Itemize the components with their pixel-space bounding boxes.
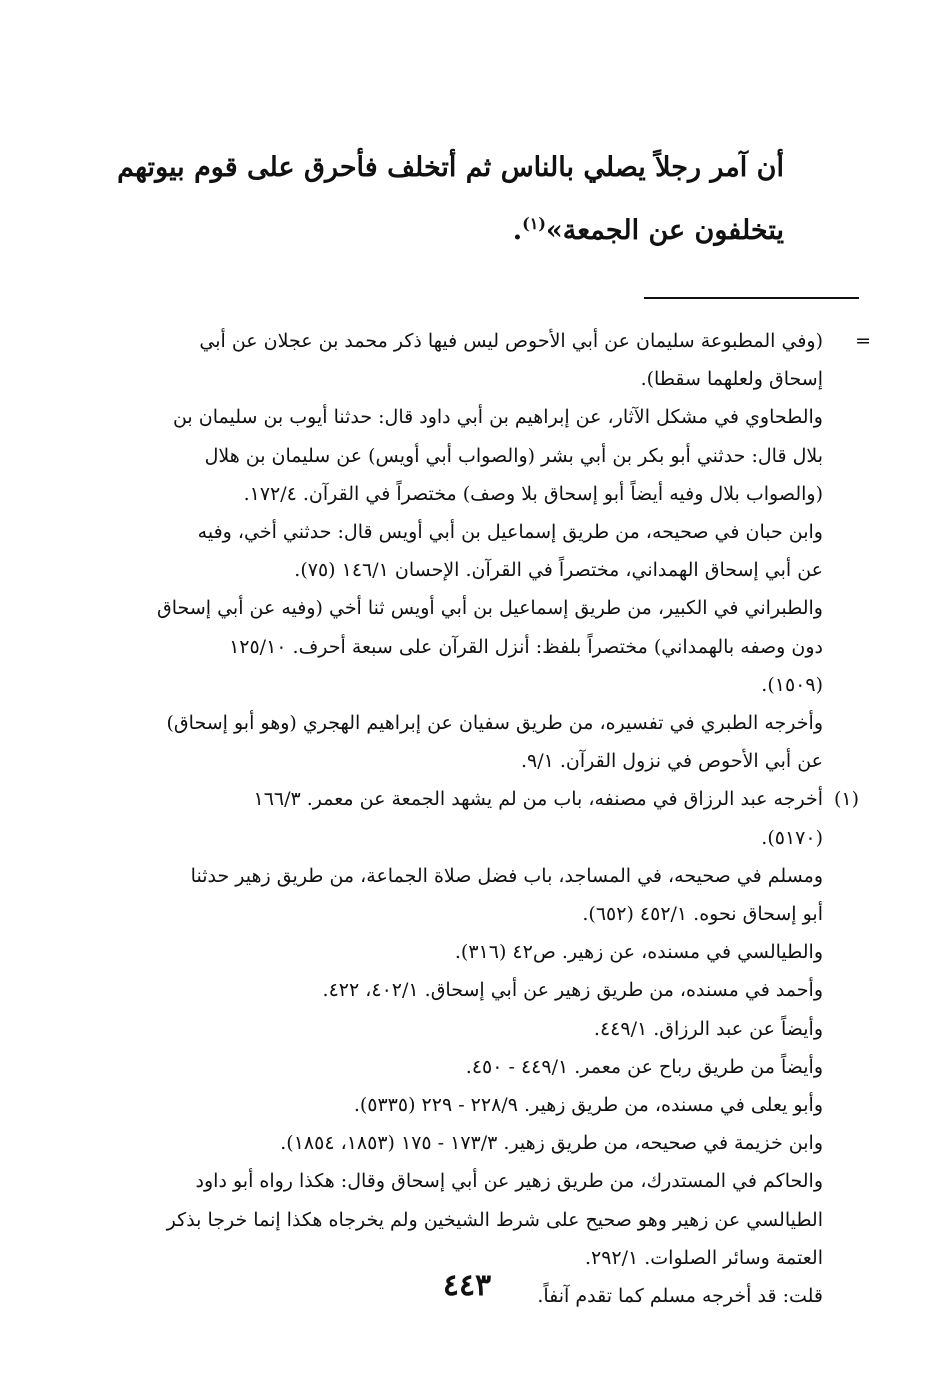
- footnote-line: وأيضاً من طريق رباح عن معمر. ٤٤٩/١ - ٤٥٠.: [465, 1055, 823, 1078]
- footnote-line: والطيالسي في مسنده، عن زهير. ص٤٢ (٣١٦).: [454, 941, 823, 964]
- main-text-line-2: يتخلفون عن الجمعة»: [545, 215, 784, 246]
- footnotes-block: [157, 322, 871, 1315]
- footnote-line: وأخرجه الطبري في تفسيره، من طريق سفيان عن إبراهيم الهجري (وهو أبو إسحاق): [166, 712, 823, 735]
- footnote-line: (٥١٧٠).: [761, 826, 823, 849]
- footnote-line: والطحاوي في مشكل الآثار، عن إبراهيم بن أبي داود قال: حدثنا أيوب بن سليمان بن: [172, 406, 823, 429]
- footnote-line: بلال قال: حدثني أبو بكر بن أبي بشر (والصواب أبي أويس) عن سليمان بن هلال: [204, 444, 823, 467]
- footnote-text: (وفي المطبوعة سليمان عن أبي الأحوص ليس فيها ذكر محمد بن عجلان عن أبي: [199, 330, 823, 352]
- continuation-marker: =: [855, 330, 871, 352]
- footnote-reference: (١): [522, 214, 546, 233]
- footnote-line: وأحمد في مسنده، من طريق زهير عن أبي إسحاق. ٤٠٢/١، ٤٢٢.: [322, 979, 823, 1002]
- footnote-line: [159, 322, 871, 360]
- footnote-line: وابن حبان في صحيحه، من طريق إسماعيل بن أبي أويس قال: حدثني أخي، وفيه: [197, 521, 823, 544]
- page-number: ٤٤٣: [442, 1268, 492, 1303]
- footnote-line: إسحاق ولعلهما سقطا).: [640, 368, 823, 391]
- footnote-line: أبو إسحاق نحوه. ٤٥٢/١ (٦٥٢).: [582, 903, 823, 926]
- footnote-line: [159, 780, 859, 818]
- footnote-line: والطبراني في الكبير، من طريق إسماعيل بن أبي أويس ثنا أخي (وفيه عن أبي إسحاق: [157, 597, 823, 620]
- footnote-line: عن أبي إسحاق الهمداني، مختصراً في القرآن. الإحسان ١٤٦/١ (٧٥).: [294, 559, 823, 582]
- main-text-line: [144, 196, 784, 259]
- main-text-block: [117, 140, 784, 259]
- footnote-line: قلت: قد أخرجه مسلم كما تقدم آنفاً.: [537, 1285, 823, 1308]
- footnote-line: (والصواب بلال وفيه أيضاً أبو إسحاق بلا وصف) مختصراً في القرآن. ١٧٢/٤.: [243, 482, 823, 505]
- footnote-line: وأبو يعلى في مسنده، من طريق زهير. ٢٢٨/٩ - ٢٢٩ (٥٣٣٥).: [353, 1094, 823, 1117]
- footnote-line: والحاكم في المستدرك، من طريق زهير عن أبي إسحاق وقال: هكذا رواه أبو داود: [195, 1170, 823, 1193]
- footnote-line: وابن خزيمة في صحيحه، من طريق زهير. ١٧٣/٣ - ١٧٥ (١٨٥٣، ١٨٥٤).: [280, 1132, 823, 1155]
- footnote-line: ومسلم في صحيحه، في المساجد، باب فضل صلاة الجماعة، من طريق زهير حدثنا: [190, 864, 823, 887]
- footnote-line: الطيالسي عن زهير وهو صحيح على شرط الشيخين ولم يخرجاه هكذا إنما خرجا بذكر: [166, 1208, 823, 1231]
- footnote-line: العتمة وسائر الصلوات. ٢٩٢/١.: [584, 1246, 823, 1269]
- main-text-line: أن آمر رجلاً يصلي بالناس ثم أتخلف فأحرق على قوم بيوتهم: [117, 152, 784, 183]
- footnote-line: عن أبي الأحوص في نزول القرآن. ٩/١.: [520, 750, 823, 773]
- footnote-line: وأيضاً عن عبد الرزاق. ٤٤٩/١.: [593, 1017, 823, 1040]
- footnote-number: (١): [833, 788, 859, 811]
- main-text-line-end: .: [512, 215, 523, 246]
- footnote-line: دون وصفه بالهمداني) مختصراً بلفظ: أنزل القرآن على سبعة أحرف. ١٢٥/١٠: [229, 635, 823, 658]
- footnote-line: (١٥٠٩).: [761, 673, 823, 696]
- footnote-text: أخرجه عبد الرزاق في مصنفه، باب من لم يشهد الجمعة عن معمر. ١٦٦/٣: [253, 788, 823, 811]
- footnote-separator: [644, 297, 859, 299]
